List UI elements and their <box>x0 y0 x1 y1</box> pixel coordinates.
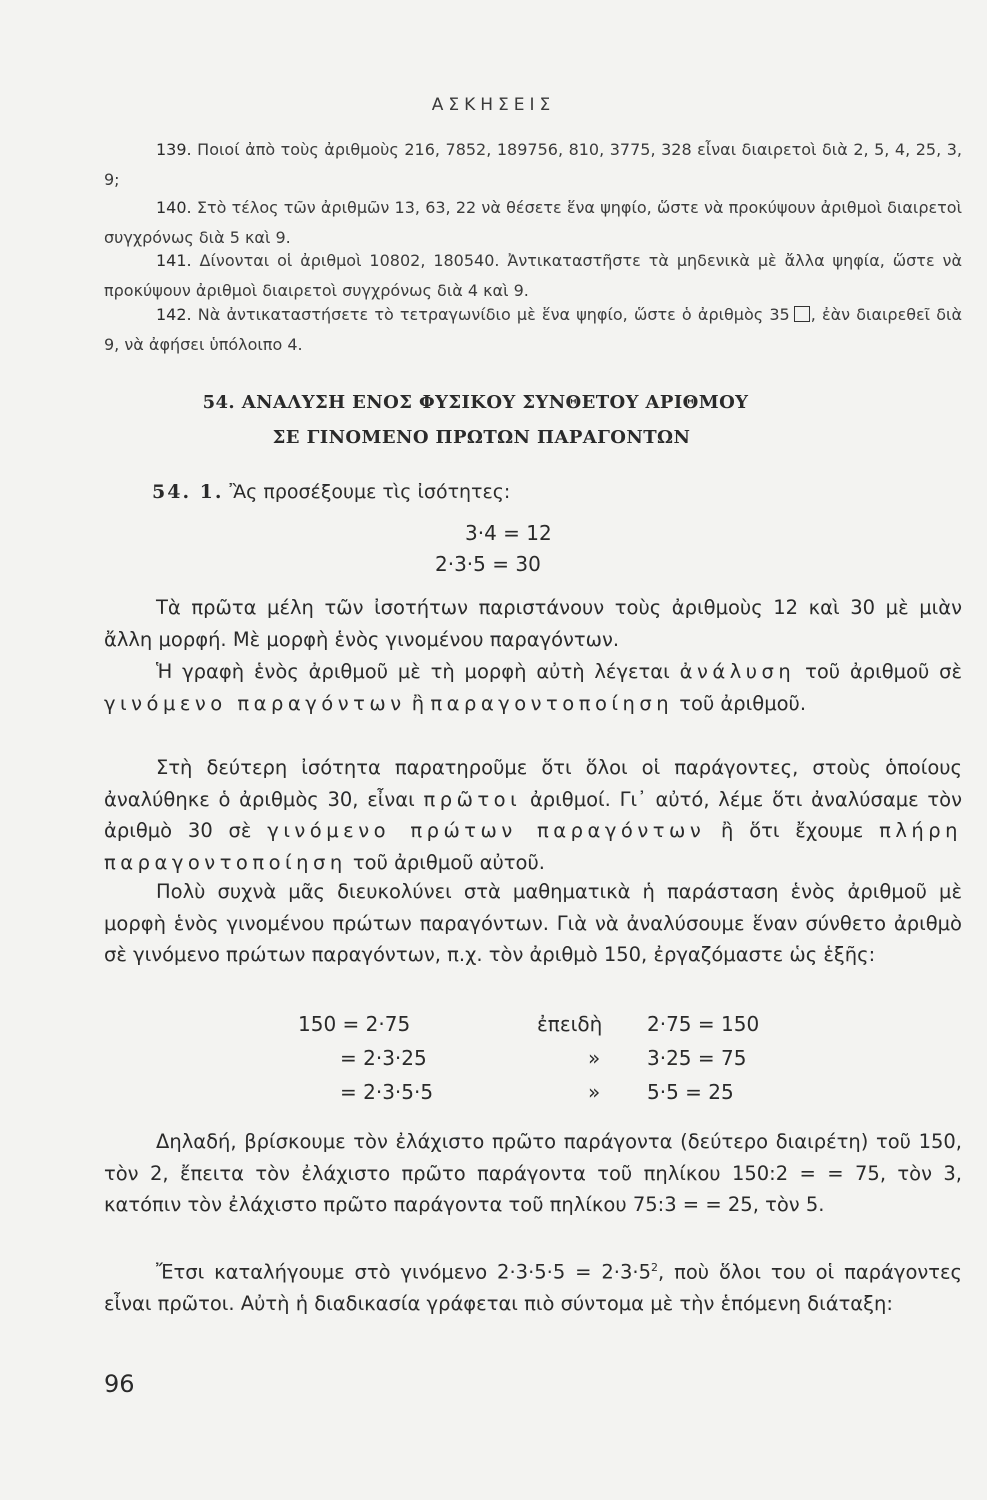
spaced-term: πρῶτοι <box>423 787 522 811</box>
derivation-right-word-3: » <box>588 1080 601 1104</box>
spaced-term: γινόμενο παραγόντων <box>104 691 406 715</box>
exercise-139 <box>104 135 962 195</box>
text: , ποὺ ὅλοι του οἱ παράγοντες εἶναι πρῶτοι. Αὐτὴ ἡ διαδικασία γράφεται πιὸ σύντομα μὲ τὴν ἑπόμενη διάταξη: <box>104 1260 962 1315</box>
paragraph-4 <box>104 876 962 971</box>
page-number: 96 <box>104 1370 135 1398</box>
derivation-left-3: = 2·3·5·5 <box>340 1080 434 1104</box>
paragraph-5 <box>104 1126 962 1221</box>
text: τοῦ ἀριθμοῦ. <box>679 691 807 715</box>
derivation-left-1: 150 = 2·75 <box>298 1012 411 1036</box>
spaced-term: ἀνάλυση <box>679 660 796 683</box>
spaced-term: γινόμενο πρώτων παραγόντων <box>267 819 706 842</box>
derivation-right-eq-2: 3·25 = 75 <box>647 1046 747 1070</box>
exercise-number: 140. <box>156 198 192 217</box>
equation-2: 2·3·5 = 30 <box>435 552 541 576</box>
derivation-right-eq-1: 2·75 = 150 <box>647 1012 760 1036</box>
text: τοῦ ἀριθμοῦ σὲ <box>805 660 962 683</box>
derivation-right-word-2: » <box>588 1046 601 1070</box>
subsection-heading <box>152 481 510 503</box>
text: ἢ <box>411 691 425 715</box>
square-placeholder-icon <box>794 306 810 322</box>
exercise-text: Δίνονται οἱ ἀριθμοὶ 10802, 180540. Ἀντικαταστῆστε τὰ μηδενικὰ μὲ ἄλλα ψηφία, ὥστε νὰ προκύψουν ἀριθμοὶ διαιρετοὶ συγχρόνως διὰ 4 καὶ 9. <box>104 251 962 300</box>
paragraph-3 <box>104 752 962 878</box>
spaced-term: παραγοντοποίηση <box>430 691 674 715</box>
spaced-term: πλήρη παραγοντοποίηση <box>104 819 962 874</box>
derivation-right-word-1: ἐπειδὴ <box>537 1012 603 1036</box>
exercise-text: Νὰ ἀντικαταστήσετε τὸ τετραγωνίδιο μὲ ἕνα ψηφίο, ὥστε ὁ ἀριθμὸς 35 <box>197 305 790 324</box>
exercise-141 <box>104 246 962 306</box>
equation-1: 3·4 = 12 <box>465 521 552 545</box>
text: τοῦ ἀριθμοῦ αὐτοῦ. <box>352 850 545 874</box>
paragraph-1-text: Τὰ πρῶτα μέλη τῶν ἰσοτήτων παριστάνουν τοὺς ἀριθμοὺς 12 καὶ 30 μὲ μιὰν ἄλλη μορφή. Μὲ μορφὴ ἑνὸς γινομένου παραγόντων. <box>104 596 962 651</box>
exercise-142 <box>104 300 962 360</box>
subsection-number: 54. 1. <box>152 481 224 503</box>
exponent: 2 <box>651 1261 659 1274</box>
running-header: ΑΣΚΗΣΕΙΣ <box>431 95 556 115</box>
text: Ἡ γραφὴ ἑνὸς ἀριθμοῦ μὲ τὴ μορφὴ αὐτὴ λέγεται <box>156 660 670 683</box>
exercise-number: 142. <box>156 305 192 324</box>
exercise-text: Ποιοί ἀπὸ τοὺς ἀριθμοὺς 216, 7852, 189756, 810, 3775, 328 εἶναι διαιρετοὶ διὰ 2, 5, 4, 25, 3, 9; <box>104 140 962 189</box>
derivation-left-2: = 2·3·25 <box>340 1046 427 1070</box>
paragraph-1 <box>104 592 962 655</box>
exercise-140 <box>104 193 962 253</box>
exercise-number: 139. <box>156 140 192 159</box>
paragraph-6 <box>104 1252 962 1320</box>
paragraph-2 <box>104 656 962 719</box>
section-title-line-2: ΣΕ ΓΙΝΟΜΕΝΟ ΠΡΩΤΩΝ ΠΑΡΑΓΟΝΤΩΝ <box>272 427 691 448</box>
exercise-text: Στὸ τέλος τῶν ἀριθμῶν 13, 63, 22 νὰ θέσετε ἕνα ψηφίο, ὥστε νὰ προκύψουν ἀριθμοὶ διαιρετοὶ συγχρόνως διὰ 5 καὶ 9. <box>104 198 962 247</box>
paragraph-5-text: Δηλαδή, βρίσκουμε τὸν ἐλάχιστο πρῶτο παράγοντα (δεύτερο διαιρέτη) τοῦ 150, τὸν 2, ἔπειτα τὸν ἐλάχιστο πρῶτο παράγοντα τοῦ πηλίκου 150:2 = = 75, τὸν 3, κατόπιν τὸν ἐλάχιστο πρῶτο παράγοντα τοῦ πηλίκου 75:3 = = 25, τὸν 5. <box>104 1130 962 1216</box>
exercise-text-cont: , ἐὰν διαιρεθεῖ διὰ 9, νὰ ἀφήσει ὑπόλοιπο 4. <box>104 305 962 354</box>
text: ἀριθμοί. Γι᾽ αὐτό, λέμε ὅτι ἀναλύσαμε τὸν ἀριθμὸ 30 σὲ <box>104 787 962 842</box>
section-title-line-1: 54. ΑΝΑΛΥΣΗ ΕΝΟΣ ΦΥΣΙΚΟΥ ΣΥΝΘΕΤΟΥ ΑΡΙΘΜΟΥ <box>202 392 749 413</box>
exercise-number: 141. <box>156 251 192 270</box>
text: Στὴ δεύτερη ἰσότητα παρατηροῦμε ὅτι ὅλοι οἱ παράγοντες, στοὺς ὁποίους ἀναλύθηκε ὁ ἀριθμὸς 30, εἶναι <box>104 756 962 811</box>
paragraph-4-text: Πολὺ συχνὰ μᾶς διευκολύνει στὰ μαθηματικὰ ἡ παράσταση ἑνὸς ἀριθμοῦ μὲ μορφὴ ἑνὸς γινομένου πρώτων παραγόντων. Γιὰ νὰ ἀναλύσουμε ἕναν σύνθετο ἀριθμὸ σὲ γινόμενο πρώτων παραγόντων, π.χ. τὸν ἀριθμὸ 150, ἐργαζόμαστε ὡς ἑξῆς: <box>104 880 962 966</box>
text: ἢ ὅτι ἔχουμε <box>721 819 864 842</box>
text: Ἔτσι καταλήγουμε στὸ γινόμενο 2·3·5·5 = 2·3·5 <box>156 1260 652 1284</box>
derivation-right-eq-3: 5·5 = 25 <box>647 1080 734 1104</box>
subsection-intro: Ἂς προσέξουμε τὶς ἰσότητες: <box>229 481 511 503</box>
